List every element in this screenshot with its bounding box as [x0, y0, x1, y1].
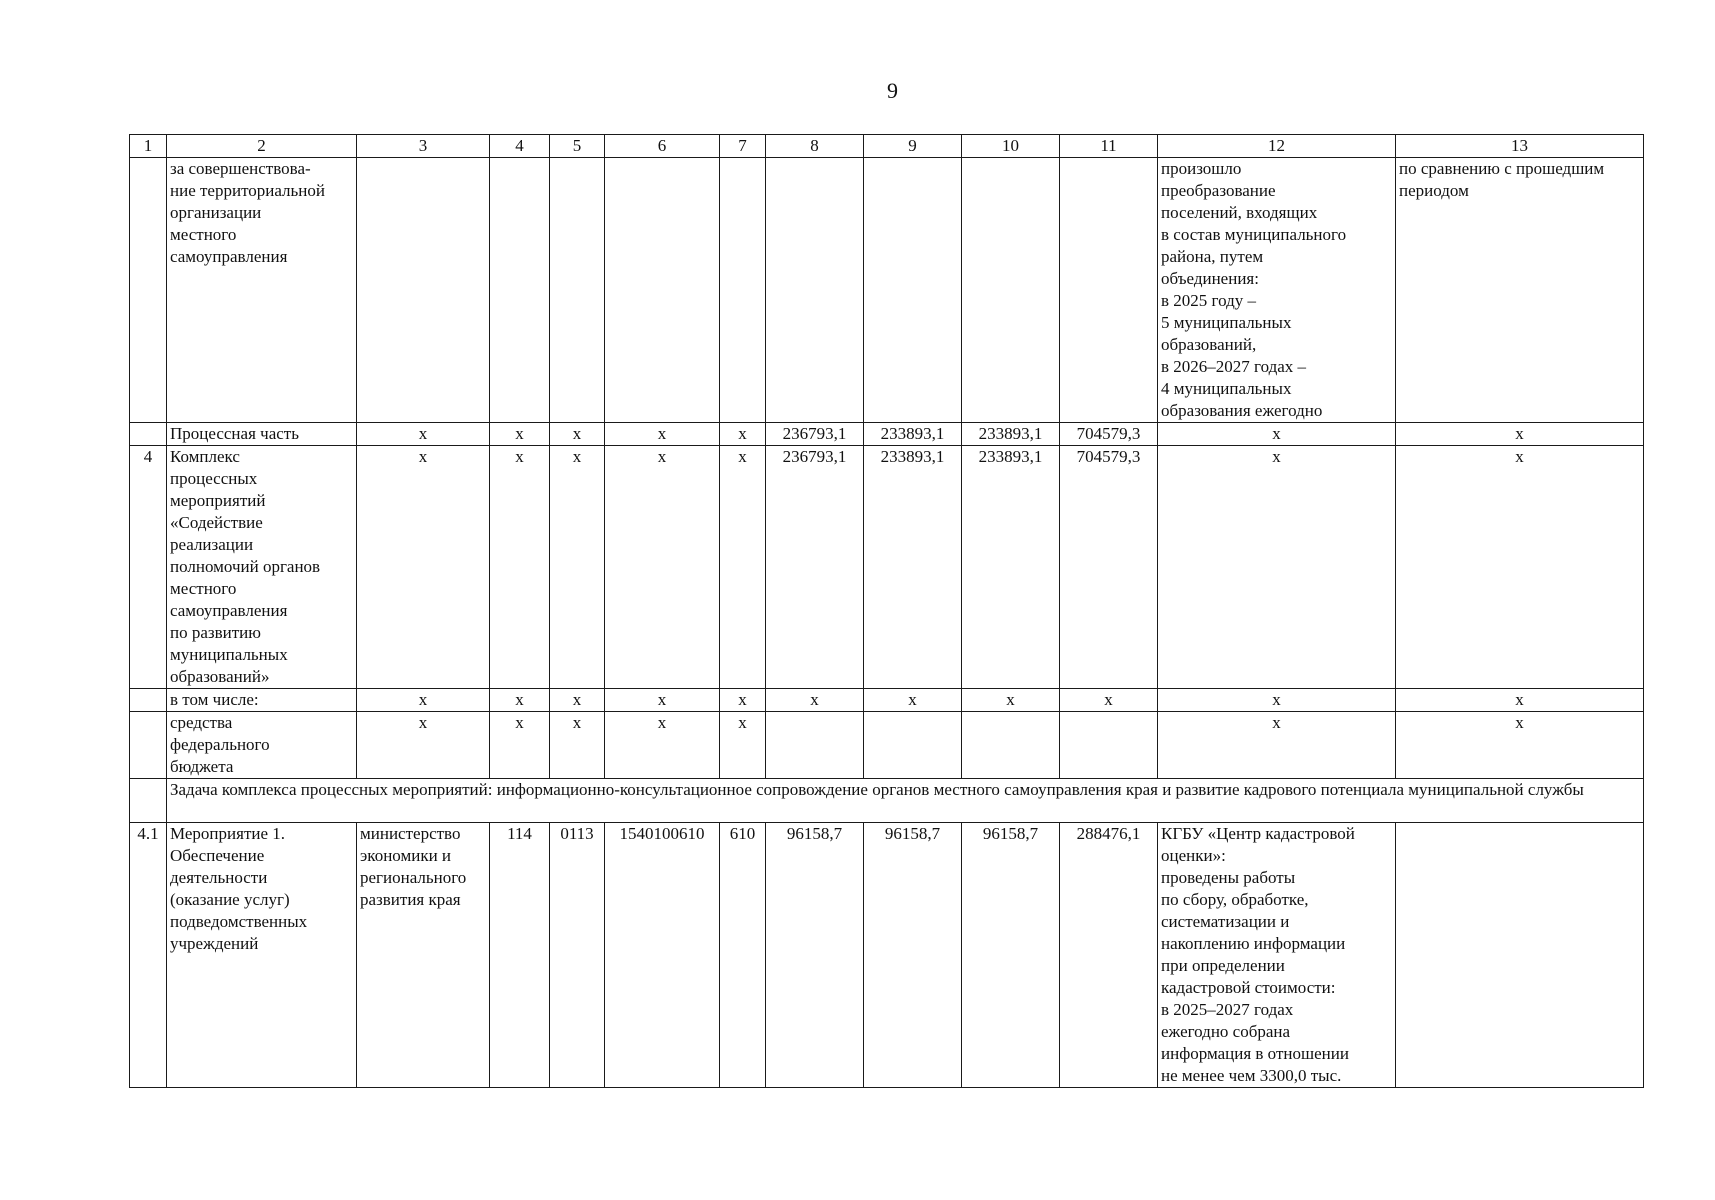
table-cell: x	[1158, 423, 1396, 446]
table-cell: за совершенствова- ние территориальной организации местного самоуправления	[167, 158, 357, 423]
header-cell: 11	[1060, 135, 1158, 158]
table-cell: 0113	[550, 823, 605, 1088]
table-cell: 1540100610	[605, 823, 720, 1088]
header-cell: 8	[766, 135, 864, 158]
table-cell: 96158,7	[864, 823, 962, 1088]
task-description: Задача комплекса процессных мероприятий: информационно-консультационное сопровождение органов местного самоуправления края и развитие кадрового потенциала муниципальной службы	[167, 779, 1644, 823]
table-cell: 233893,1	[962, 446, 1060, 689]
table-row	[130, 779, 1644, 823]
header-cell: 10	[962, 135, 1060, 158]
table-cell: 704579,3	[1060, 423, 1158, 446]
table-cell	[357, 158, 490, 423]
table-cell: x	[605, 423, 720, 446]
table-cell: 288476,1	[1060, 823, 1158, 1088]
table-cell: x	[1158, 689, 1396, 712]
table-cell: Процессная часть	[167, 423, 357, 446]
table-cell: 96158,7	[766, 823, 864, 1088]
table-cell: x	[766, 689, 864, 712]
table-cell	[962, 712, 1060, 779]
table-cell: x	[720, 423, 766, 446]
table-cell	[130, 423, 167, 446]
table-cell: Комплекс процессных мероприятий «Содействие реализации полномочий органов местного самоуправления по развитию муниципальных образований»	[167, 446, 357, 689]
header-cell: 4	[490, 135, 550, 158]
table-cell: x	[1396, 423, 1644, 446]
table-cell: по сравнению с прошедшим периодом	[1396, 158, 1644, 423]
header-cell: 12	[1158, 135, 1396, 158]
table-cell: x	[1158, 712, 1396, 779]
header-row	[130, 135, 1644, 158]
table-cell	[490, 158, 550, 423]
table-cell: x	[1396, 712, 1644, 779]
table-cell: средства федерального бюджета	[167, 712, 357, 779]
table-cell: x	[720, 446, 766, 689]
table-cell	[720, 158, 766, 423]
table-row	[130, 823, 1644, 1088]
table-row	[130, 712, 1644, 779]
table-cell: x	[605, 446, 720, 689]
table-cell: x	[1396, 689, 1644, 712]
table-cell: x	[490, 689, 550, 712]
header-cell: 5	[550, 135, 605, 158]
table-cell: x	[1396, 446, 1644, 689]
table-cell: 96158,7	[962, 823, 1060, 1088]
table-cell	[550, 158, 605, 423]
table-cell	[1060, 158, 1158, 423]
table-cell: в том числе:	[167, 689, 357, 712]
header-cell: 2	[167, 135, 357, 158]
table-cell: 233893,1	[864, 446, 962, 689]
table-cell: x	[864, 689, 962, 712]
table-cell	[605, 158, 720, 423]
header-cell: 1	[130, 135, 167, 158]
table-cell	[130, 689, 167, 712]
table-cell: x	[605, 712, 720, 779]
table-cell: 236793,1	[766, 446, 864, 689]
table-cell: КГБУ «Центр кадастровой оценки»: проведены работы по сбору, обработке, систематизации и накоплению информации при определении кадастровой стоимости: в 2025–2027 годах ежегодно собрана информация в отношении не менее чем 3300,0 тыс.	[1158, 823, 1396, 1088]
table-cell: x	[1060, 689, 1158, 712]
table-cell: 4.1	[130, 823, 167, 1088]
table-cell: x	[605, 689, 720, 712]
table-cell	[130, 158, 167, 423]
table-cell: x	[357, 712, 490, 779]
table-cell: x	[720, 712, 766, 779]
table-cell: x	[490, 712, 550, 779]
table-cell: x	[962, 689, 1060, 712]
table-cell	[864, 158, 962, 423]
table-cell: x	[357, 423, 490, 446]
table-cell	[1396, 823, 1644, 1088]
table-cell: x	[490, 423, 550, 446]
table-cell: x	[357, 446, 490, 689]
table-cell: x	[490, 446, 550, 689]
header-cell: 6	[605, 135, 720, 158]
table-row	[130, 446, 1644, 689]
table-cell: 236793,1	[766, 423, 864, 446]
table-cell: 4	[130, 446, 167, 689]
table-cell: 233893,1	[962, 423, 1060, 446]
budget-table	[129, 134, 1644, 1088]
page-number: 9	[887, 78, 898, 103]
table-cell: 233893,1	[864, 423, 962, 446]
table-cell: x	[1158, 446, 1396, 689]
table-cell: министерство экономики и регионального развития края	[357, 823, 490, 1088]
table-row	[130, 423, 1644, 446]
header-cell: 13	[1396, 135, 1644, 158]
table-cell: x	[357, 689, 490, 712]
table-cell: 610	[720, 823, 766, 1088]
table-cell	[1060, 712, 1158, 779]
table-cell: x	[550, 712, 605, 779]
table-cell: x	[550, 446, 605, 689]
table-cell: Мероприятие 1. Обеспечение деятельности (оказание услуг) подведомственных учреждений	[167, 823, 357, 1088]
table-cell	[962, 158, 1060, 423]
table-cell	[864, 712, 962, 779]
table-cell	[766, 158, 864, 423]
table-cell	[130, 779, 167, 823]
table-row	[130, 689, 1644, 712]
header-cell: 3	[357, 135, 490, 158]
table-cell: произошло преобразование поселений, входящих в состав муниципального района, путем объединения: в 2025 году – 5 муниципальных образований, в 2026–2027 годах – 4 муниципальных образования ежегодно	[1158, 158, 1396, 423]
header-cell: 9	[864, 135, 962, 158]
table-cell: x	[550, 423, 605, 446]
table-cell: 114	[490, 823, 550, 1088]
header-cell: 7	[720, 135, 766, 158]
table-cell: x	[550, 689, 605, 712]
table-row	[130, 158, 1644, 423]
table-cell	[766, 712, 864, 779]
table-cell	[130, 712, 167, 779]
table-cell: 704579,3	[1060, 446, 1158, 689]
table-cell: x	[720, 689, 766, 712]
